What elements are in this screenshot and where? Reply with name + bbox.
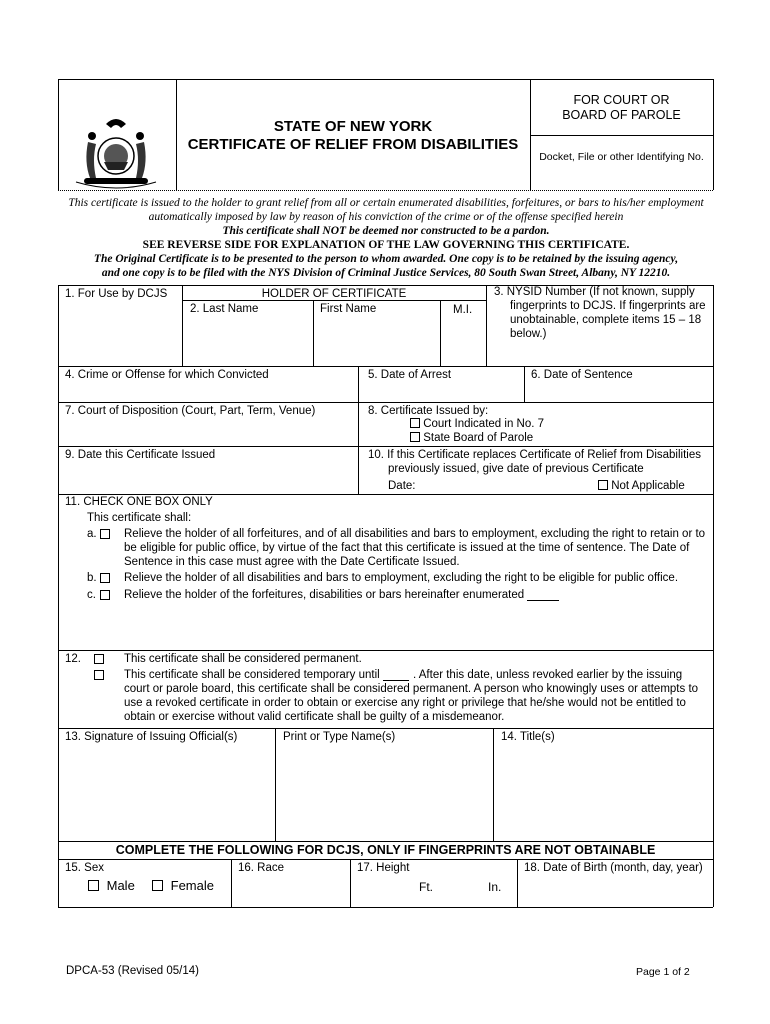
- holder-heading: HOLDER OF CERTIFICATE: [261, 288, 407, 300]
- permanent-text: This certificate shall be considered permanent.: [124, 653, 362, 665]
- dob-input[interactable]: [518, 876, 712, 906]
- option-c-checkbox[interactable]: [100, 590, 110, 600]
- height-in-label: In.: [488, 880, 502, 894]
- arrest-date-input[interactable]: [359, 383, 523, 401]
- intro-line-4: SEE REVERSE SIDE FOR EXPLANATION OF THE LAW GOVERNING THIS CERTIFICATE.: [142, 239, 630, 251]
- field-1-dcjs-label: 1. For Use by DCJS: [65, 288, 168, 300]
- temporary-text-1a: This certificate shall be considered temporary until: [124, 669, 380, 681]
- previous-date-input[interactable]: [420, 477, 590, 492]
- option-a-label: a.: [87, 528, 97, 540]
- issued-by-court-checkbox[interactable]: [410, 418, 420, 428]
- field-17-height-label: 17. Height: [357, 862, 410, 874]
- issued-by-parole-label: State Board of Parole: [423, 432, 534, 444]
- intro-line-1: This certificate is issued to the holder to grant relief from all or certain enumerated disabilities, forfeitures, or bars to his/her employment: [68, 197, 704, 209]
- field-13-signature-label: 13. Signature of Issuing Official(s): [65, 731, 238, 743]
- docket-label: Docket, File or other Identifying No.: [539, 151, 704, 163]
- state-seal: [66, 112, 166, 190]
- page-title: STATE OF NEW YORK: [273, 118, 433, 135]
- dcjs-heading: COMPLETE THE FOLLOWING FOR DCJS, ONLY IF FINGERPRINTS ARE NOT OBTAINABLE: [115, 843, 656, 857]
- field-3-nysid-label: 3. NYSID Number (If not known, supply: [494, 286, 695, 298]
- for-court-label: FOR COURT OR: [573, 93, 670, 107]
- field-18-dob-label: 18. Date of Birth (month, day, year): [524, 862, 703, 874]
- race-input[interactable]: [232, 876, 349, 906]
- title-field[interactable]: [494, 746, 712, 840]
- option-c-blank[interactable]: [527, 600, 559, 601]
- option-b-text: Relieve the holder of all disabilities and bars to employment, excluding the right to be eligible for public office.: [124, 572, 679, 584]
- mi-input[interactable]: [441, 318, 485, 365]
- previous-date-label: Date:: [388, 480, 416, 492]
- issued-by-parole-checkbox[interactable]: [410, 432, 420, 442]
- court-input[interactable]: [59, 419, 357, 445]
- field-16-race-label: 16. Race: [238, 862, 285, 874]
- intro-line-3: This certificate shall NOT be deemed nor constructed to be a pardon.: [222, 225, 550, 237]
- male-option[interactable]: [88, 879, 135, 893]
- section-12-number: 12.: [65, 653, 81, 665]
- print-name-label: Print or Type Name(s): [283, 731, 396, 743]
- option-a-checkbox[interactable]: [100, 529, 110, 539]
- field-7-court-label: 7. Court of Disposition (Court, Part, Term, Venue): [65, 405, 316, 417]
- field-14-title-label: 14. Title(s): [501, 731, 555, 743]
- signature-field[interactable]: [59, 746, 274, 840]
- field-5-arrest-label: 5. Date of Arrest: [368, 369, 452, 381]
- crime-input[interactable]: [59, 383, 357, 401]
- field-15-sex-label: 15. Sex: [65, 862, 104, 874]
- issued-by-court-option[interactable]: [410, 417, 544, 431]
- field-3-nysid-note-3: unobtainable, complete items 15 – 18: [510, 314, 702, 326]
- height-ft-label: Ft.: [419, 880, 433, 894]
- option-b-checkbox[interactable]: [100, 573, 110, 583]
- mi-label: M.I.: [453, 304, 473, 316]
- last-name-input[interactable]: [183, 318, 312, 365]
- option-a-text-1: Relieve the holder of all forfeitures, and of all disabilities and bars to employment, excluding the right to retain or to: [124, 528, 706, 540]
- field-6-sentence-label: 6. Date of Sentence: [531, 369, 633, 381]
- issued-by-parole-option[interactable]: [410, 431, 533, 445]
- not-applicable-label: Not Applicable: [611, 480, 685, 492]
- page-subtitle: CERTIFICATE OF RELIEF FROM DISABILITIES: [187, 136, 519, 153]
- temporary-text-2: court or parole board, this certificate shall be considered permanent. A person who knowingly uses or attempts to: [124, 683, 699, 695]
- female-checkbox[interactable]: [152, 880, 163, 891]
- form-id: DPCA-53 (Revised 05/14): [66, 965, 199, 977]
- field-2-last-name-label: 2. Last Name: [190, 303, 259, 315]
- option-c-label: c.: [87, 589, 96, 601]
- temporary-checkbox[interactable]: [94, 670, 104, 680]
- temporary-text-1b: . After this date, unless revoked earlier by the issuing: [413, 669, 683, 681]
- female-label: Female: [170, 878, 214, 893]
- first-name-input[interactable]: [314, 318, 439, 365]
- option-b-label: b.: [87, 572, 97, 584]
- date-issued-input[interactable]: [59, 463, 357, 493]
- intro-line-2: automatically imposed by law by reason of his conviction of the crime or of the offense specified herein: [148, 211, 624, 223]
- docket-field[interactable]: [531, 165, 712, 189]
- not-applicable-option[interactable]: [598, 479, 685, 493]
- field-4-crime-label: 4. Crime or Offense for which Convicted: [65, 369, 269, 381]
- field-8-issued-by-label: 8. Certificate Issued by:: [368, 405, 489, 417]
- temporary-until-input[interactable]: [383, 680, 409, 681]
- section-11-heading: 11. CHECK ONE BOX ONLY: [65, 496, 213, 508]
- male-checkbox[interactable]: [88, 880, 99, 891]
- board-of-parole-label: BOARD OF PAROLE: [562, 108, 681, 122]
- male-label: Male: [106, 878, 135, 893]
- field-10-replaces-note: previously issued, give date of previous Certificate: [388, 463, 644, 475]
- permanent-checkbox[interactable]: [94, 654, 104, 664]
- temporary-text-3: use a revoked certificate in order to obtain or exercise any right or privilege that he/she would not be entitled to: [124, 697, 686, 709]
- sentence-date-input[interactable]: [525, 383, 712, 401]
- print-name-field[interactable]: [276, 746, 492, 840]
- page-number: Page 1 of 2: [636, 966, 690, 978]
- field-10-replaces-label: 10. If this Certificate replaces Certificate of Relief from Disabilities: [368, 449, 701, 461]
- option-c-text: Relieve the holder of the forfeitures, disabilities or bars hereinafter enumerated: [124, 589, 525, 601]
- not-applicable-checkbox[interactable]: [598, 480, 608, 490]
- first-name-label: First Name: [320, 303, 377, 315]
- section-11-subheading: This certificate shall:: [87, 512, 192, 524]
- option-a-text-3: Sentence in this case must agree with the Date Certificate Issued.: [124, 556, 460, 568]
- temporary-text-4: obtain or exercise without valid certificate shall be guilty of a misdemeanor.: [124, 711, 505, 723]
- field-3-nysid-note-4: below.): [510, 328, 547, 340]
- field-9-date-issued-label: 9. Date this Certificate Issued: [65, 449, 216, 461]
- option-a-text-2: be eligible for public office, by virtue of the fact that this certificate is issued at the time of sentence. The Date of: [124, 542, 690, 554]
- intro-line-6: and one copy is to be filed with the NYS Division of Criminal Justice Services, 80 South Swan Street, Albany, NY 12210.: [101, 267, 671, 279]
- field-1-dcjs[interactable]: [59, 302, 181, 365]
- issued-by-court-label: Court Indicated in No. 7: [423, 418, 545, 430]
- field-3-nysid-note-2: fingerprints to DCJS. If fingerprints are: [510, 300, 706, 312]
- female-option[interactable]: [152, 879, 214, 893]
- intro-line-5: The Original Certificate is to be presented to the person to whom awarded. One copy is to be retained by the issuing agency,: [93, 253, 679, 265]
